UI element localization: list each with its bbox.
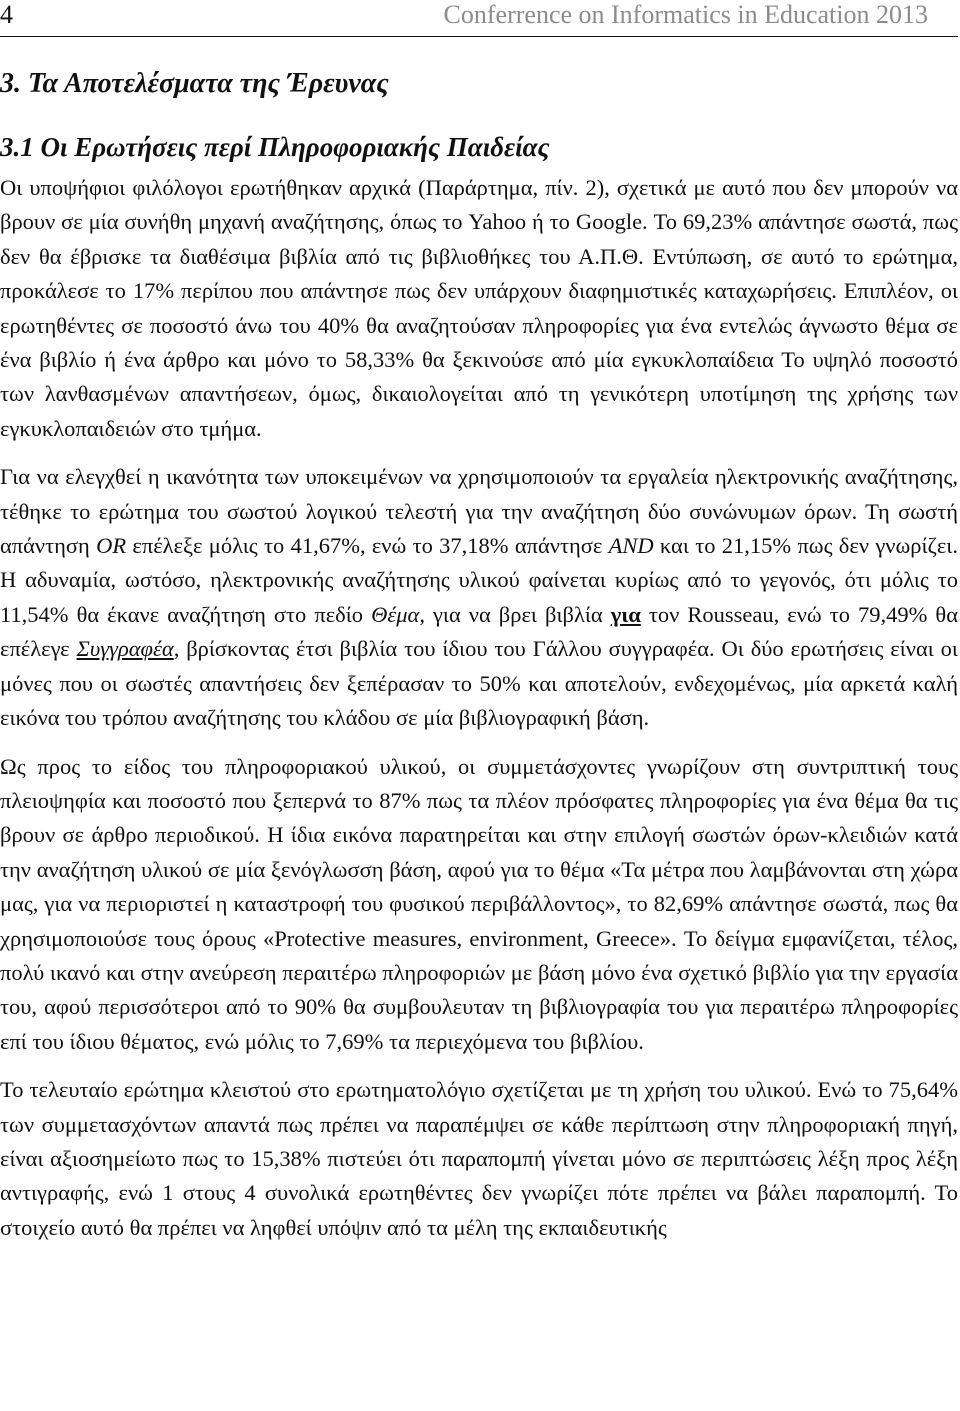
text-run: Συγγραφέα — [76, 636, 174, 662]
text-run: Θέμα — [371, 601, 420, 627]
text-run: AND — [608, 533, 654, 559]
page-number: 4 — [0, 0, 13, 29]
text-run: για — [610, 601, 641, 627]
subsection-title: 3.1 Οι Ερωτήσεις περί Πληροφοριακής Παιδείας — [0, 132, 550, 162]
text-run: επέλεξε μόλις το 41,67%, ενώ το 37,18% απάντησε — [126, 533, 609, 559]
paragraph-2 — [0, 460, 958, 735]
text-run: Το τελευταίο ερώτημα κλειστού στο ερωτηματολόγιο σχετίζεται με τη χρήση του υλικού. Ενώ το 75,64% των συμμετασχόντων απαντά πως πρέπει να παραπέμψει σε κάθε περίπτωση στην πληροφοριακή πηγή, είναι αξιοσημείωτο πως το 15,38% πιστεύει ότι παραπομπή γίνεται μόνο σε περιπτώσεις λέξη προς λέξη αντιγραφής, ενώ 1 στους 4 συνολικά ερωτηθέντες δεν γνωρίζει πότε πρέπει να βάλει παραπομπή. Το στοιχείο αυτό θα πρέπει να ληφθεί υπόψιν από τα μέλη της εκπαιδευτικής — [0, 1077, 958, 1240]
text-run: OR — [96, 533, 127, 559]
text-run: Ως προς το είδος του πληροφοριακού υλικού, οι συμμετάσχοντες γνωρίζουν στη συντριπτική τους πλειοψηφία και ποσοστό που ξεπερνά το 87% πως τα πλέον πρόσφατες πληροφορίες για ένα θέμα θα τις βρουν σε άρθρο περιοδικού. Η ίδια εικόνα παρατηρείται και στην επιλογή σωστών όρων-κλειδιών κατά την αναζήτηση υλικού σε μία ξενόγλωσση βάση, αφού για το θέμα «Τα μέτρα που λαμβάνονται στη χώρα μας, για να περιοριστεί η καταστροφή του φυσικού περιβάλλοντος», το 82,69% απάντησε σωστά, πως θα χρησιμοποιούσε τους όρους «Protective measures, environment, Greece». Το δείγμα εμφανίζεται, τέλος, πολύ ικανό και στην ανεύρεση περαιτέρω πληροφοριών με βάση μόνο ένα σχετικό βιβλίο για την εργασία του, αφού περισσότεροι από το 90% θα συμβουλευταν τη βιβλιογραφία του για περαιτέρω πληροφορίες επί του ίδιου θέματος, ενώ μόλις το 7,69% τα περιεχόμενα του βιβλίου. — [0, 753, 958, 1054]
text-run: , για να βρει βιβλία — [419, 601, 611, 627]
text-run: και το 21,15% πως δεν γνωρίζει. Η αδυναμία, ωστόσο, ηλεκτρονικής αναζήτησης υλικού φαίνεται κυρίως από το γεγονός, ότι μόλις το 11,54% θα έκανε αναζήτηση στο πεδίο — [0, 533, 958, 627]
text-run: τον Rousseau, ενώ το 79,49% θα επέλεγε — [0, 601, 959, 662]
paragraph-4 — [0, 1073, 958, 1245]
running-head: Conferrence on Informatics in Education 2013 — [443, 0, 928, 29]
page-header — [0, 0, 958, 37]
paragraph-1 — [0, 171, 958, 446]
section-title: 3. Τα Αποτελέσματα της Έρευνας — [0, 68, 389, 99]
text-run: Οι υποψήφιοι φιλόλογοι ερωτήθηκαν αρχικά (Παράρτημα, πίν. 2), σχετικά με αυτό που δεν μπορούν να βρουν σε μία συνήθη μηχανή αναζήτησης, όπως το Yahoo ή το Google. Το 69,23% απάντησε σωστά, πως δεν θα έβρισκε τα διαθέσιμα βιβλία από τις βιβλιοθήκες του Α.Π.Θ. Εντύπωση, σε αυτό το ερώτημα, προκάλεσε το 17% περίπου που απάντησε πως δεν υπάρχουν διαφημιστικές καταχωρήσεις. Επιπλέον, οι ερωτηθέντες σε ποσοστό άνω του 40% θα αναζητούσαν πληροφορίες για ένα εντελώς άγνωστο θέμα σε ένα βιβλίο ή ένα άρθρο και μόνο το 58,33% θα ξεκινούσε από μία εγκυκλοπαίδεια Το υψηλό ποσοστό των λανθασμένων απαντήσεων, όμως, δικαιολογείται από τη γενικότερη υποτίμηση της χρήσης των εγκυκλοπαιδειών στο τμήμα. — [0, 175, 958, 441]
text-run: Για να ελεγχθεί η ικανότητα των υποκειμένων να χρησιμοποιούν τα εργαλεία ηλεκτρονικής αναζήτησης, τέθηκε το ερώτημα του σωστού λογικού τελεστή για την αναζήτηση δύο συνώνυμων όρων. Τη σωστή απάντηση — [0, 464, 958, 559]
paragraph-3 — [0, 750, 958, 1060]
body-text — [0, 171, 958, 1245]
text-run: , βρίσκοντας έτσι βιβλία του ίδιου του Γάλλου συγγραφέα. Οι δύο ερωτήσεις είναι οι μόνες που οι σωστές απαντήσεις δεν ξεπέρασαν το 50% και αποτελούν, ενδεχομένως, μία αρκετά καλή εικόνα του τρόπου αναζήτησης του κλάδου σε μία βιβλιογραφική βάση. — [0, 636, 958, 731]
